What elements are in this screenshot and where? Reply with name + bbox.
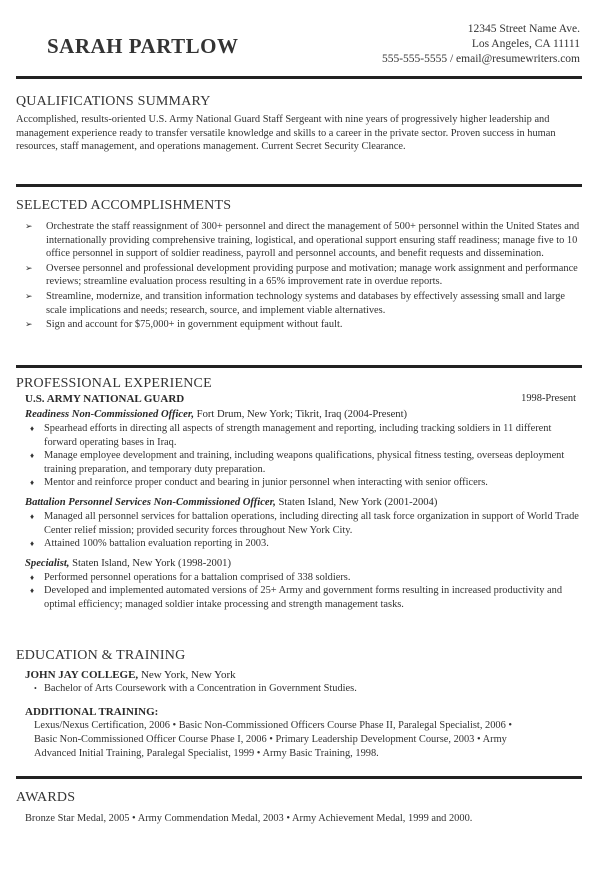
list-item: ♦ Developed and implemented automated versions of 25+ Army and government forms resulting in increased productivity and optimal efficiency; managed soldier intake processing and strength management tasks. — [30, 585, 563, 610]
role-title: Readiness Non-Commissioned Officer, Fort Drum, New York; Tikrit, Iraq (2004-Present) — [25, 409, 408, 420]
training-line: Lexus/Nexus Certification, 2006 • Basic Non-Commissioned Officers Course Phase II, Paralegal Specialist, 2006 • — [34, 719, 513, 731]
list-item: ♦ Manage employee development and training, including weapons qualifications, physical fitness testing, overseas deployment training preparation, and temporary duty preparation. — [30, 450, 565, 475]
awards-title: AWARDS — [16, 790, 76, 805]
diamond-bullet-icon: ♦ — [30, 539, 35, 549]
address-line: 12345 Street Name Ave. — [467, 23, 580, 35]
list-item: ♦ Managed all personnel services for battalion operations, including directing all task force organization in support of World Trade Center relief mission; provided security forces throughout New York City. — [30, 510, 579, 536]
diamond-bullet-icon: ♦ — [30, 478, 35, 488]
experience-section — [16, 376, 582, 612]
role-bullets — [16, 571, 582, 612]
awards-text: Bronze Star Medal, 2005 • Army Commendation Medal, 2003 • Army Achievement Medal, 1999 and 2000. — [25, 813, 473, 824]
header-rule — [16, 76, 582, 79]
candidate-name: SARAH PARTLOW — [47, 34, 239, 58]
awards-section — [16, 790, 582, 826]
qualifications-text: Accomplished, results-oriented U.S. Army National Guard Staff Sergeant with nine years of progressively higher leadership and management experience ready to transfer versatile knowledge and skills to a career in the private sector. Proven success in human resources, staff management, and operations management. Current Secret Security Clearance. — [16, 114, 556, 153]
arrow-bullet-icon: ➢ — [25, 221, 33, 231]
section-rule — [16, 365, 582, 368]
section-rule — [16, 184, 582, 187]
role-bullets — [16, 510, 582, 551]
employment-dates: 1998-Present — [521, 393, 576, 404]
qualifications-title: QUALIFICATIONS SUMMARY — [16, 94, 211, 109]
contact-block — [382, 22, 580, 67]
additional-training-title: ADDITIONAL TRAINING: — [25, 705, 159, 718]
accomplishments-title: SELECTED ACCOMPLISHMENTS — [16, 198, 232, 213]
arrow-bullet-icon: ➢ — [25, 262, 33, 273]
role-title: Specialist, Staten Island, New York (1998-2001) — [25, 557, 231, 569]
list-item: ➢ Oversee personnel and professional development providing purpose and motivation; manage work assignment and performance reviews; streamline evaluation process resulting in a 65% improvement rate in overdue reports. — [25, 262, 578, 288]
list-item: ♦ Mentor and reinforce proper conduct and bearing in junior personnel when interacting with senior officers. — [30, 477, 488, 489]
arrow-bullet-icon: ➢ — [25, 290, 33, 301]
diamond-bullet-icon: ♦ — [30, 511, 35, 521]
dot-bullet-icon: • — [34, 684, 37, 693]
accomplishments-list — [16, 220, 582, 332]
city-line: Los Angeles, CA 11111 — [471, 38, 580, 50]
experience-title: PROFESSIONAL EXPERIENCE — [16, 376, 212, 391]
diamond-bullet-icon: ♦ — [30, 586, 35, 596]
list-item: ♦ Attained 100% battalion evaluation reporting in 2003. — [30, 538, 269, 550]
list-item: ➢ Sign and account for $75,000+ in government equipment without fault. — [25, 319, 343, 331]
role-bullets — [16, 422, 582, 490]
education-section — [16, 648, 582, 761]
list-item: ➢ Streamline, modernize, and transition information technology systems and databases by effectively assessing small and large scale implications and needs; research, source, and implement viable alternatives. — [25, 290, 566, 316]
list-item: ♦ Spearhead efforts in directing all aspects of strength management and reporting, including tracking soldiers in 11 different forward operating bases in Iraq. — [30, 423, 552, 448]
phone-email-line: 555-555-5555 / email@resumewriters.com — [381, 53, 580, 65]
employer: U.S. ARMY NATIONAL GUARD 1998-Present — [25, 393, 576, 405]
diamond-bullet-icon: ♦ — [30, 424, 35, 433]
list-item: ➢ Orchestrate the staff reassignment of 300+ personnel and direct the management of 500+ personnel within the United States and internationally providing comprehensive training, logistical, and operational support ensuring staff readiness; manage five to 10 office personnel in support of soldier readiness, payroll and personnel accounts, and benefit requests and dissemination. — [25, 221, 580, 260]
section-rule — [16, 776, 582, 779]
arrow-bullet-icon: ➢ — [25, 319, 33, 330]
qualifications-section — [16, 94, 582, 154]
accomplishments-section — [16, 198, 582, 333]
diamond-bullet-icon: ♦ — [30, 451, 35, 461]
training-line: Advanced Initial Training, Paralegal Specialist, 1999 • Army Basic Training, 1998. — [34, 747, 379, 759]
list-item: ♦ Performed personnel operations for a battalion comprised of 338 soldiers. — [30, 571, 351, 583]
role-title: Battalion Personnel Services Non-Commissioned Officer, Staten Island, New York (2001-2004) — [25, 496, 438, 508]
degree-list — [16, 682, 582, 696]
education-title: EDUCATION & TRAINING — [16, 648, 186, 663]
diamond-bullet-icon: ♦ — [30, 572, 35, 582]
list-item: • Bachelor of Arts Coursework with a Concentration in Government Studies. — [34, 683, 357, 694]
school: JOHN JAY COLLEGE, New York, New York — [25, 669, 236, 681]
training-line: Basic Non-Commissioned Officer Course Phase I, 2006 • Primary Leadership Development Course, 2003 • Army — [34, 733, 507, 745]
